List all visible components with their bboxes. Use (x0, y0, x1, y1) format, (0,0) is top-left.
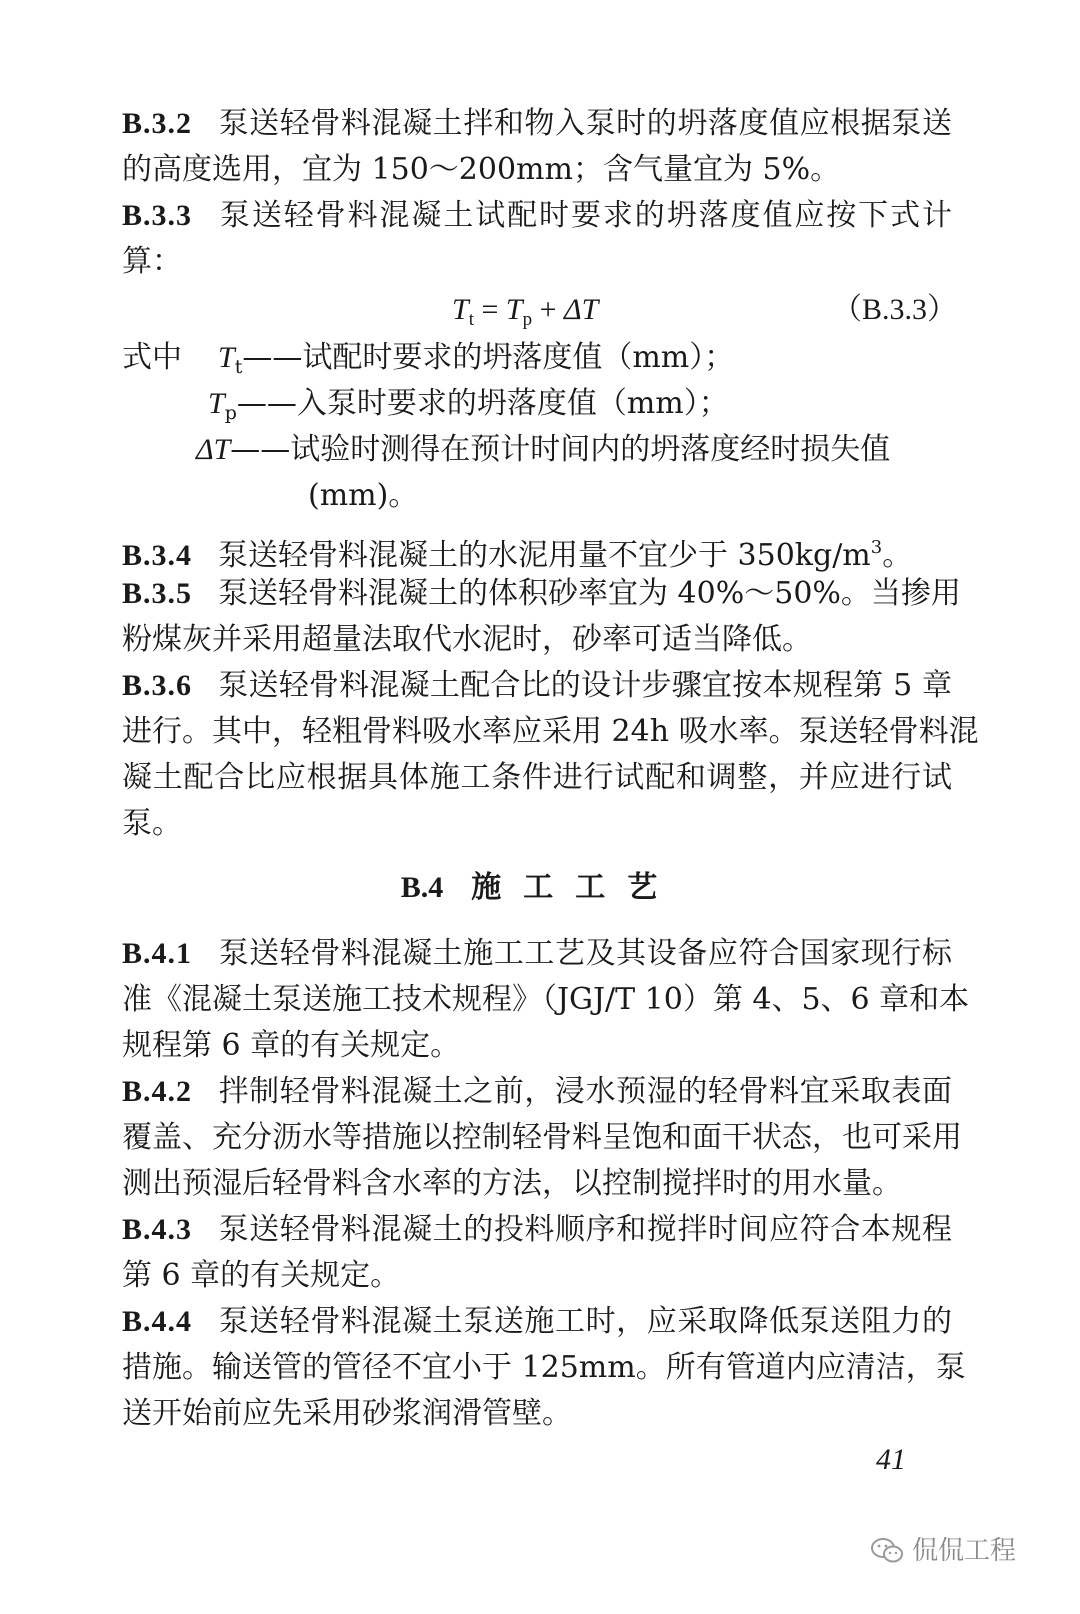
clause-number: B.3.4 (122, 539, 193, 572)
watermark-text: 侃侃工程 (912, 1536, 1017, 1566)
clause-number: B.4.4 (122, 1305, 193, 1338)
clause-b36-line-3: 凝土配合比应根据具体施工条件进行试配和调整，并应进行试 (122, 760, 952, 795)
clause-b35-line-2: 粉煤灰并采用超量法取代水泥时，砂率可适当降低。 (122, 622, 812, 657)
clause-number: B.3.3 (122, 199, 193, 232)
clause-b43-line-1: B.4.3 泵送轻骨料混凝土的投料顺序和搅拌时间应符合本规程 (122, 1212, 952, 1247)
clause-number: B.4.3 (122, 1213, 193, 1246)
clause-b33-line-1 (122, 194, 952, 238)
clause-b43-line-2: 第 6 章的有关规定。 (122, 1258, 401, 1293)
definition-3: ΔT——试验时测得在预计时间内的坍落度经时损失值 (196, 432, 891, 467)
clause-b42-line-1: B.4.2 拌制轻骨料混凝土之前，浸水预湿的轻骨料宜采取表面 (122, 1074, 952, 1109)
clause-b42-line-2: 覆盖、充分沥水等措施以控制轻骨料呈饱和面干状态，也可采用 (122, 1120, 962, 1155)
clause-b44-line-2: 措施。输送管的管径不宜小于 125mm。所有管道内应清洁，泵 (122, 1350, 966, 1385)
clause-b34: B.3.4 泵送轻骨料混凝土的水泥用量不宜少于 $350kg/m^3$。 (122, 537, 913, 573)
clause-b32-line-2: 的高度选用，宜为 150～200mm；含气量宜为 5%。 (122, 152, 841, 187)
clause-text: 泵送轻骨料混凝土试配时要求的坍落度值应按下式计 (218, 198, 952, 233)
section-title: 施工工艺 (471, 870, 680, 905)
section-heading (0, 866, 1080, 910)
wechat-icon (870, 1537, 904, 1565)
clause-b36-line-4: 泵。 (122, 806, 182, 841)
clause-number: B.4.1 (122, 937, 193, 970)
clause-b42-line-3: 测出预湿后轻骨料含水率的方法，以控制搅拌时的用水量。 (122, 1166, 902, 1201)
section-number: B.4 (400, 871, 444, 904)
clause-b35-line-1: B.3.5 泵送轻骨料混凝土的体积砂率宜为 40%～50%。当掺用 (122, 576, 961, 611)
clause-b33-line-2: 算： (122, 244, 182, 279)
clause-b44-line-3: 送开始前应先采用砂浆润滑管壁。 (122, 1396, 572, 1431)
clause-number: B.3.6 (122, 669, 193, 702)
clause-b41-line-2: 准《混凝土泵送施工技术规程》（JGJ/T 10）第 4、5、6 章和本 (122, 982, 970, 1017)
watermark (870, 1534, 1016, 1568)
definition-1: 式中 $T_t——$试配时要求的坍落度值（mm）； (122, 340, 735, 378)
clause-number: B.3.5 (122, 577, 193, 610)
clause-b32-line-1 (122, 102, 952, 146)
clause-b41-line-1: B.4.1 泵送轻骨料混凝土施工工艺及其设备应符合国家现行标 (122, 936, 952, 971)
equation-number: （B.3.3） (832, 293, 958, 326)
clause-b44-line-1: B.4.4 泵送轻骨料混凝土泵送施工时，应采取降低泵送阻力的 (122, 1304, 952, 1339)
formula: $T_t = T_p + \Delta T$ (452, 293, 599, 330)
definition-intro: 式中 (122, 340, 182, 375)
clause-b36-line-1: B.3.6 泵送轻骨料混凝土配合比的设计步骤宜按本规程第 5 章 (122, 668, 952, 703)
clause-text: 泵送轻骨料混凝土拌和物入泵时的坍落度值应根据泵送 (218, 106, 952, 141)
definition-2: $T_p——$入泵时要求的坍落度值（mm）； (208, 386, 729, 424)
clause-number: B.3.2 (122, 107, 193, 140)
clause-number: B.4.2 (122, 1075, 193, 1108)
definition-3-cont: (mm)。 (308, 478, 419, 513)
page-number: 41 (876, 1443, 906, 1476)
clause-b41-line-3: 规程第 6 章的有关规定。 (122, 1028, 461, 1063)
clause-b36-line-2: 进行。其中，轻粗骨料吸水率应采用 24h 吸水率。泵送轻骨料混 (122, 714, 979, 749)
